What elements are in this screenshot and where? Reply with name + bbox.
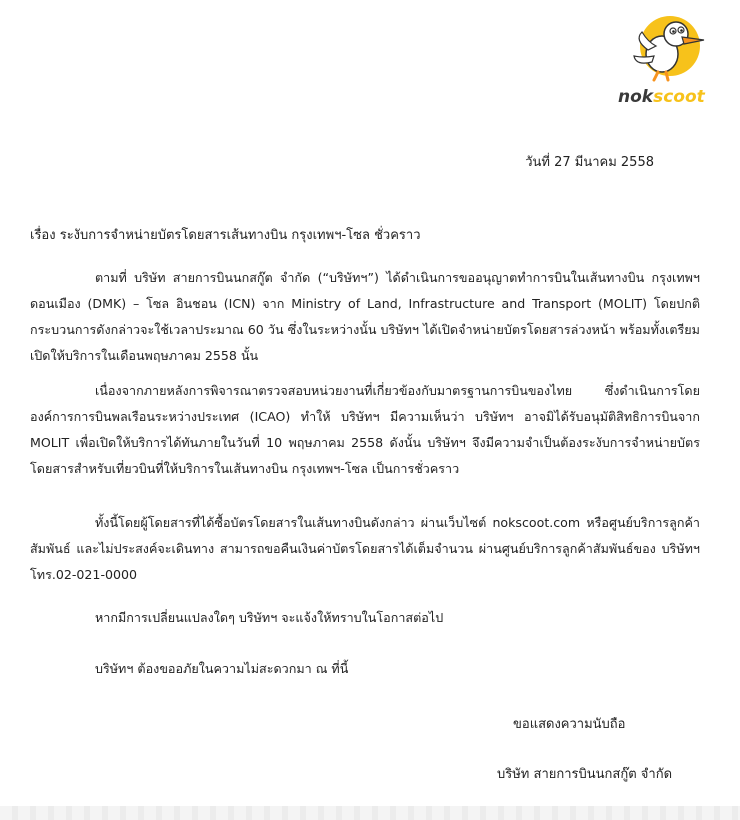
paragraph-5-text: บริษัทฯ ต้องขออภัยในความไม่สะดวกมา ณ ที่นี้ xyxy=(95,661,349,676)
paragraph-1 xyxy=(30,265,700,369)
paragraph-4-text: หากมีการเปลี่ยนแปลงใดๆ บริษัทฯ จะแจ้งให้ทราบในโอกาสต่อไป xyxy=(95,610,444,625)
letter-date: วันที่ 27 มีนาคม 2558 xyxy=(525,155,654,170)
paragraph-3-text: ทั้งนี้โดยผู้โดยสารที่ได้ซื้อบัตรโดยสารในเส้นทางบินดังกล่าว ผ่านเว็บไซต์ nokscoot.com หรือศูนย์บริการลูกค้าสัมพันธ์ และไม่ประสงค์จะเดินทาง สามารถขอคืนเงินค่าบัตรโดยสารได้เต็มจำนวน ผ่านศูนย์บริการลูกค้าสัมพันธ์ของ บริษัทฯ โทร.02-021-0000 xyxy=(30,515,700,582)
paragraph-5 xyxy=(30,656,700,682)
paragraph-4 xyxy=(30,605,700,631)
paragraph-1-text: ตามที่ บริษัท สายการบินนกสกู๊ต จำกัด (“บริษัทฯ”) ได้ดำเนินการขออนุญาตทำการบินในเส้นทางบิน กรุงเทพฯดอนเมือง (DMK) – โซล อินชอน (ICN) จาก Ministry of Land, Infrastructure and Transport (MOLIT) โดยปกติกระบวนการดังกล่าวจะใช้เวลาประมาณ 60 วัน ซึ่งในระหว่างนั้น บริษัทฯ ได้เปิดจำหน่ายบัตรโดยสารล่วงหน้า พร้อมทั้งเตรียมเปิดให้บริการในเดือนพฤษภาคม 2558 นั้น xyxy=(30,270,700,363)
paragraph-2-text: เนื่องจากภายหลังการพิจารณาตรวจสอบหน่วยงานที่เกี่ยวข้องกับมาตรฐานการบินของไทย ซึ่งดำเนินการโดยองค์การการบินพลเรือนระหว่างประเทศ (ICAO) ทำให้ บริษัทฯ มีความเห็นว่า บริษัทฯ อาจมิได้รับอนุมัติสิทธิการบินจาก MOLIT เพื่อเปิดให้บริการได้ทันภายในวันที่ 10 พฤษภาคม 2558 ดังนั้น บริษัทฯ จึงมีความจำเป็นต้องระงับการจำหน่ายบัตรโดยสารสำหรับเที่ยวบินที่ให้บริการในเส้นทางบิน กรุงเทพฯ-โซล เป็นการชั่วคราว xyxy=(30,383,700,476)
letter-subject: เรื่อง ระงับการจำหน่ายบัตรโดยสารเส้นทางบิน กรุงเทพฯ-โซล ชั่วคราว xyxy=(30,228,421,243)
paragraph-2 xyxy=(30,378,700,482)
paragraph-3 xyxy=(30,510,700,588)
signer-company: บริษัท สายการบินนกสกู๊ต จำกัด xyxy=(497,767,673,782)
logo-wordmark: nokscoot xyxy=(618,87,705,107)
closing-salutation: ขอแสดงความนับถือ xyxy=(513,717,626,732)
nokscoot-bird-icon xyxy=(612,10,730,110)
nokscoot-logo xyxy=(612,10,730,110)
footer-strip xyxy=(0,806,740,820)
